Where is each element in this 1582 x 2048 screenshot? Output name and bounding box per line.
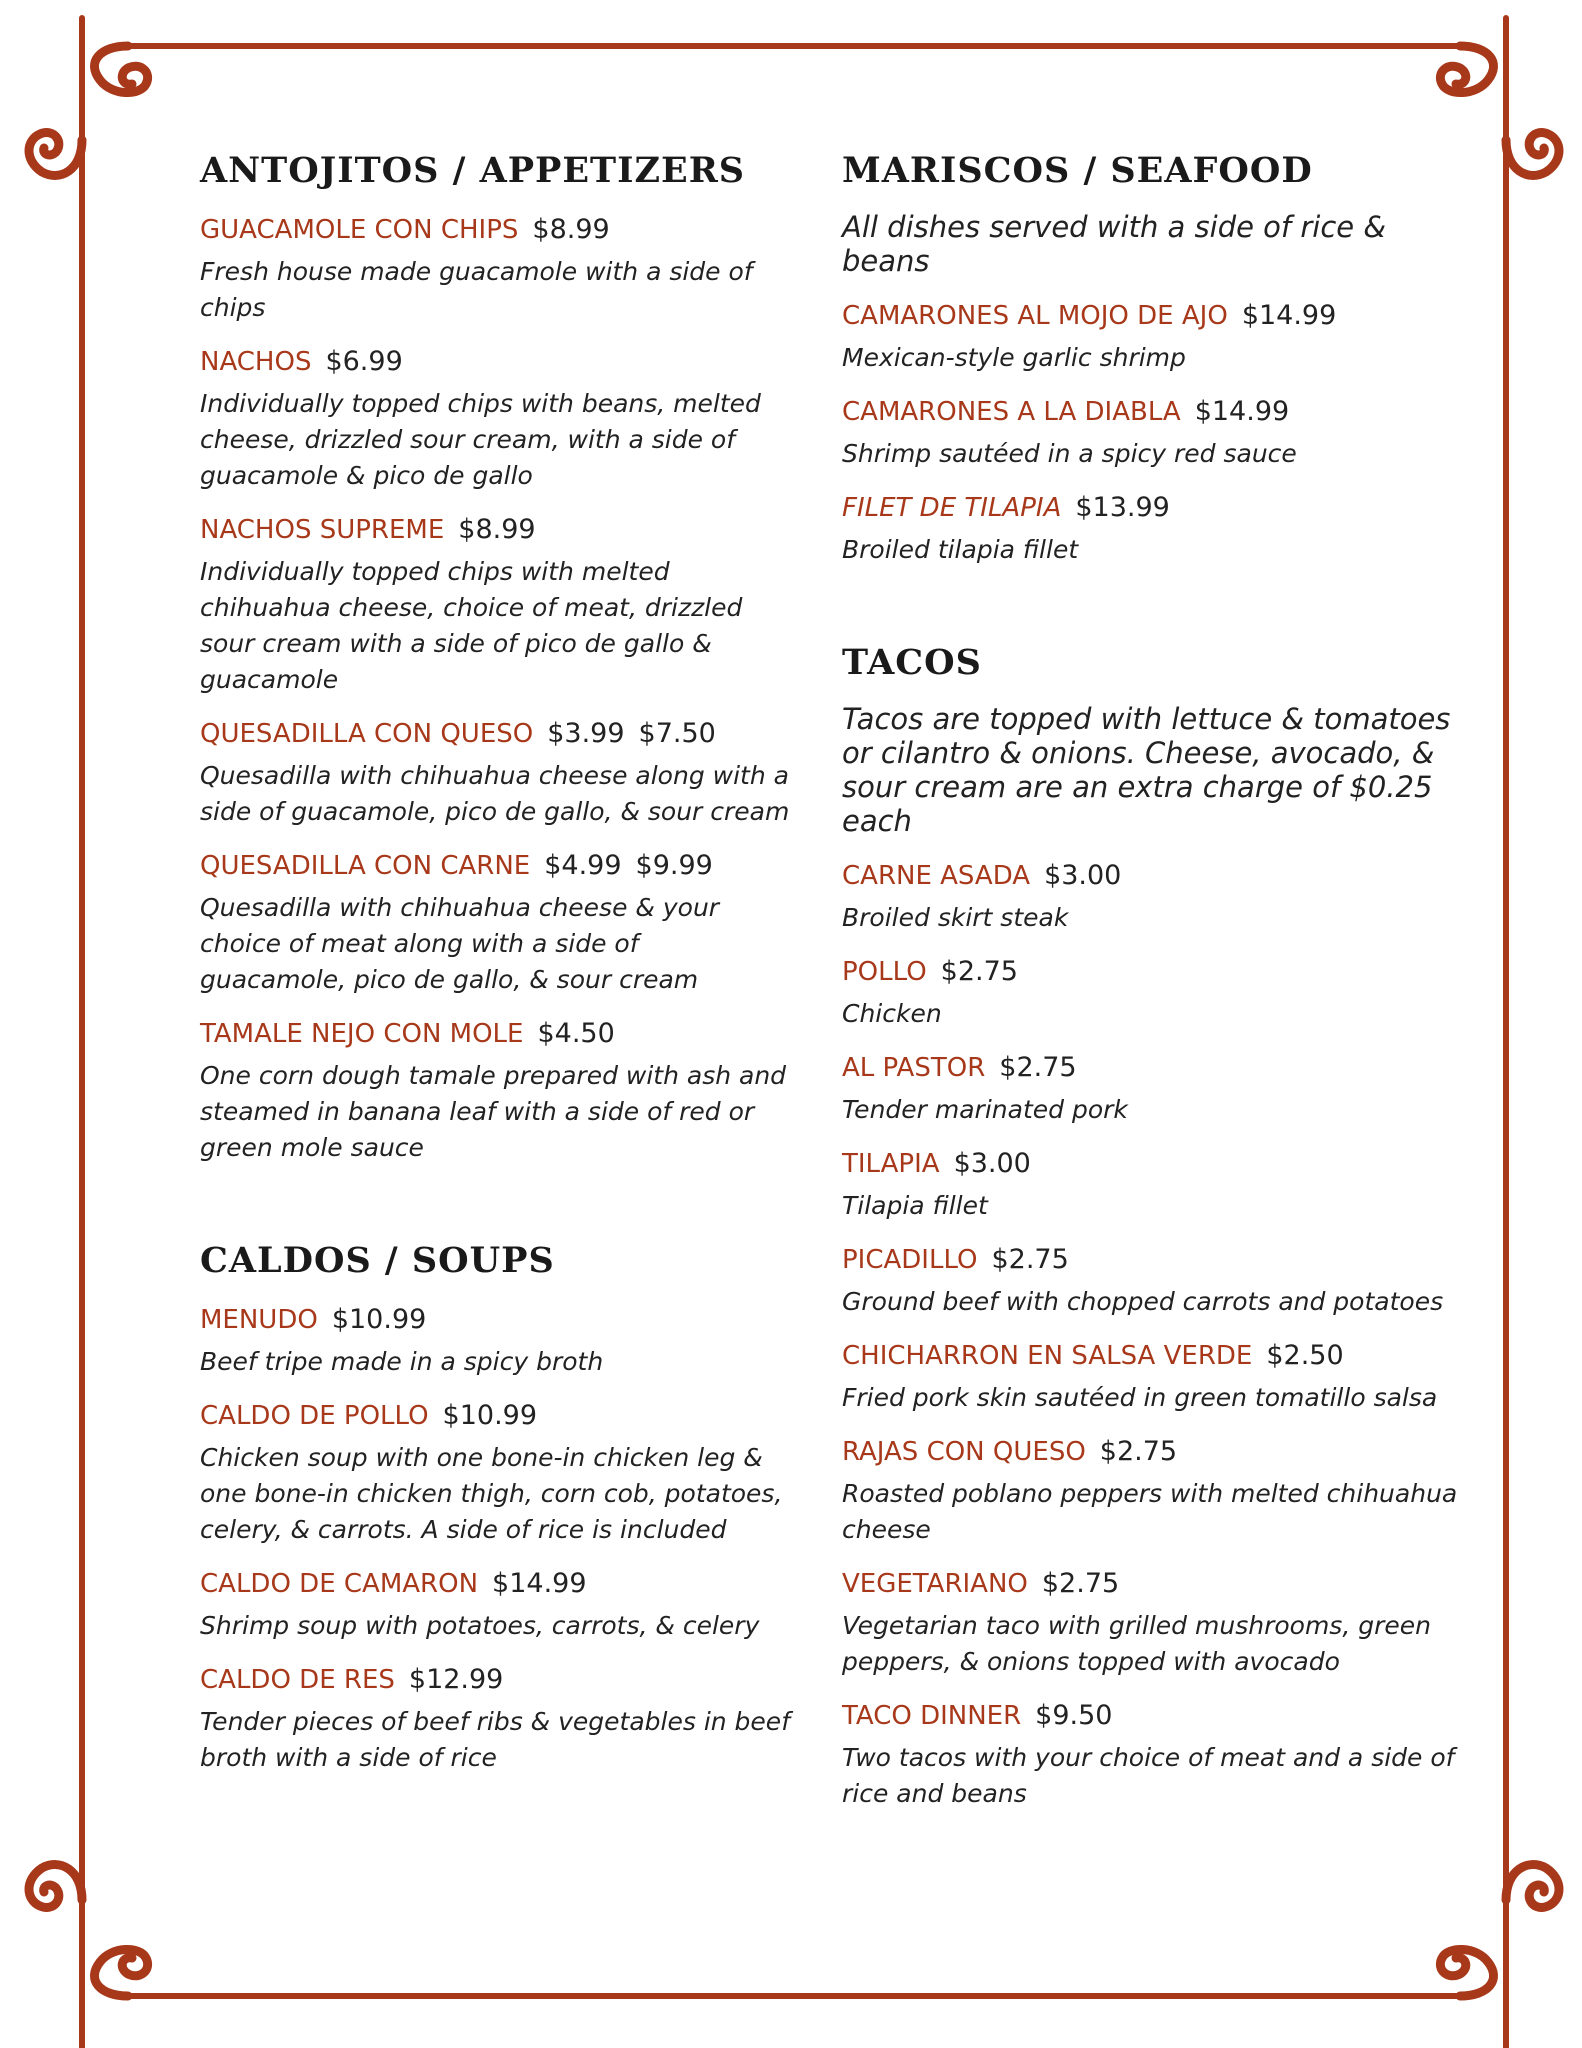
item-name: NACHOS SUPREME xyxy=(200,515,445,545)
item-description: Individually topped chips with beans, melted cheese, drizzled sour cream, with a side of guacamole & pico de gallo xyxy=(200,389,761,490)
menu-item xyxy=(842,1432,1482,1548)
menu-item-header xyxy=(200,846,790,890)
soups-heading: CALDOS / SOUPS xyxy=(200,1240,555,1281)
item-price: $13.99 xyxy=(1075,492,1170,523)
menu-item xyxy=(200,846,790,998)
item-description: Tender marinated pork xyxy=(842,1095,1128,1124)
item-description: Ground beef with chopped carrots and potatoes xyxy=(842,1287,1444,1316)
menu-item xyxy=(842,1048,1482,1128)
item-description: Roasted poblano peppers with melted chihuahua cheese xyxy=(842,1479,1458,1544)
soups-section xyxy=(200,1240,790,1776)
item-name: CARNE ASADA xyxy=(842,861,1031,891)
item-price: $2.75 xyxy=(1099,1436,1178,1467)
item-name: TILAPIA xyxy=(842,1149,940,1179)
menu-item-header xyxy=(842,856,1482,900)
item-description: Tilapia fillet xyxy=(842,1191,988,1220)
menu-item xyxy=(842,1240,1482,1320)
item-name: POLLO xyxy=(842,957,927,987)
menu-item xyxy=(200,1300,790,1380)
item-price: $3.00 xyxy=(1044,860,1122,891)
menu-item-header xyxy=(842,1564,1482,1608)
item-price: $9.99 xyxy=(635,850,713,881)
menu-item xyxy=(200,1014,790,1166)
item-name: GUACAMOLE CON CHIPS xyxy=(200,215,519,245)
item-price: $2.75 xyxy=(1041,1568,1120,1599)
item-name: QUESADILLA CON QUESO xyxy=(200,719,534,749)
menu-item xyxy=(842,1696,1482,1812)
item-name: NACHOS xyxy=(200,347,312,377)
seafood-note: All dishes served with a side of rice & beans xyxy=(842,210,1386,278)
menu-item xyxy=(842,392,1482,472)
menu-item-header xyxy=(842,296,1482,340)
item-price: $3.99 xyxy=(547,718,625,749)
item-description: Shrimp soup with potatoes, carrots, & celery xyxy=(200,1611,760,1640)
menu-item xyxy=(842,952,1482,1032)
menu-item xyxy=(200,510,790,698)
item-description: Individually topped chips with melted chihuahua cheese, choice of meat, drizzled sour cream with a side of pico de gallo & guacamole xyxy=(200,557,743,694)
item-price: $2.50 xyxy=(1266,1340,1344,1371)
item-name: FILET DE TILAPIA xyxy=(842,493,1062,523)
menu-item xyxy=(200,714,790,830)
item-price: $14.99 xyxy=(1241,300,1337,331)
right-column xyxy=(842,150,1482,1828)
item-name: PICADILLO xyxy=(842,1245,978,1275)
tacos-section xyxy=(842,642,1482,1812)
menu-item-header xyxy=(842,488,1482,532)
item-description: One corn dough tamale prepared with ash and steamed in banana leaf with a side of red or green mole sauce xyxy=(200,1061,787,1162)
appetizers-heading: ANTOJITOS / APPETIZERS xyxy=(200,150,746,191)
item-price: $9.50 xyxy=(1035,1700,1113,1731)
item-price: $2.75 xyxy=(991,1244,1069,1275)
item-price: $4.99 xyxy=(544,850,622,881)
menu-item-header xyxy=(200,1014,790,1058)
item-description: Mexican-style garlic shrimp xyxy=(842,343,1186,372)
menu-item-header xyxy=(200,510,790,554)
menu-item xyxy=(200,1660,790,1776)
item-price: $7.50 xyxy=(638,718,716,749)
seafood-heading: MARISCOS / SEAFOOD xyxy=(842,150,1313,191)
item-name: AL PASTOR xyxy=(842,1053,986,1083)
item-name: RAJAS CON QUESO xyxy=(842,1437,1086,1467)
item-name: QUESADILLA CON CARNE xyxy=(200,851,531,881)
item-name: VEGETARIANO xyxy=(842,1569,1028,1599)
menu-item-header xyxy=(842,1432,1482,1476)
seafood-section xyxy=(842,150,1482,568)
item-price: $10.99 xyxy=(331,1304,427,1335)
menu-item xyxy=(842,1336,1482,1416)
menu-item-header xyxy=(200,1300,790,1344)
item-name: CAMARONES AL MOJO DE AJO xyxy=(842,301,1228,331)
menu-item xyxy=(842,1564,1482,1680)
item-description: Fresh house made guacamole with a side of chips xyxy=(200,257,753,322)
menu-item-header xyxy=(200,1660,790,1704)
item-price: $2.75 xyxy=(940,956,1018,987)
menu-item xyxy=(842,856,1482,936)
item-description: Chicken xyxy=(842,999,942,1028)
menu-item-header xyxy=(200,1564,790,1608)
item-name: MENUDO xyxy=(200,1305,318,1335)
item-description: Chicken soup with one bone-in chicken leg & one bone-in chicken thigh, corn cob, potatoes, celery, & carrots. A side of rice is included xyxy=(200,1443,783,1544)
menu-item xyxy=(842,1144,1482,1224)
item-name: CALDO DE POLLO xyxy=(200,1401,429,1431)
item-description: Vegetarian taco with grilled mushrooms, green peppers, & onions topped with avocado xyxy=(842,1611,1431,1676)
item-description: Shrimp sautéed in a spicy red sauce xyxy=(842,439,1297,468)
menu-item-header xyxy=(200,210,790,254)
menu-item-header xyxy=(842,392,1482,436)
menu-item-header xyxy=(842,1336,1482,1380)
item-description: Broiled skirt steak xyxy=(842,903,1069,932)
menu-item xyxy=(200,342,790,494)
item-description: Broiled tilapia fillet xyxy=(842,535,1079,564)
item-price: $14.99 xyxy=(1194,396,1290,427)
item-name: TACO DINNER xyxy=(842,1701,1022,1731)
item-description: Quesadilla with chihuahua cheese along with a side of guacamole, pico de gallo, & sour cream xyxy=(200,761,790,826)
item-price: $8.99 xyxy=(532,214,610,245)
item-price: $2.75 xyxy=(999,1052,1077,1083)
menu-item-header xyxy=(842,1696,1482,1740)
item-description: Beef tripe made in a spicy broth xyxy=(200,1347,604,1376)
menu-item-header xyxy=(842,952,1482,996)
menu-item xyxy=(842,488,1482,568)
item-price: $14.99 xyxy=(492,1568,587,1599)
menu-item-header xyxy=(842,1048,1482,1092)
item-price: $10.99 xyxy=(442,1400,538,1431)
menu-item-header xyxy=(842,1144,1482,1188)
appetizers-section xyxy=(200,150,790,1166)
menu-item-header xyxy=(200,1396,790,1440)
item-price: $8.99 xyxy=(458,514,536,545)
item-description: Fried pork skin sautéed in green tomatillo salsa xyxy=(842,1383,1438,1412)
item-name: TAMALE NEJO CON MOLE xyxy=(200,1019,524,1049)
tacos-note: Tacos are topped with lettuce & tomatoes or cilantro & onions. Cheese, avocado, & sour cream are an extra charge of $0.25 each xyxy=(842,702,1451,838)
item-description: Quesadilla with chihuahua cheese & your choice of meat along with a side of guacamole, pico de gallo, & sour cream xyxy=(200,893,720,994)
item-description: Tender pieces of beef ribs & vegetables in beef broth with a side of rice xyxy=(200,1707,790,1772)
menu-item xyxy=(200,210,790,326)
item-name: CALDO DE CAMARON xyxy=(200,1569,479,1599)
menu-item-header xyxy=(200,342,790,386)
item-name: CALDO DE RES xyxy=(200,1665,395,1695)
item-price: $3.00 xyxy=(953,1148,1031,1179)
menu-item xyxy=(842,296,1482,376)
item-name: CHICHARRON EN SALSA VERDE xyxy=(842,1341,1253,1371)
menu-item-header xyxy=(200,714,790,758)
menu-item-header xyxy=(842,1240,1482,1284)
item-description: Two tacos with your choice of meat and a side of rice and beans xyxy=(842,1743,1455,1808)
item-price: $12.99 xyxy=(408,1664,504,1695)
menu-item xyxy=(200,1564,790,1644)
left-column xyxy=(200,150,790,1792)
item-name: CAMARONES A LA DIABLA xyxy=(842,397,1181,427)
menu-item xyxy=(200,1396,790,1548)
tacos-heading: TACOS xyxy=(842,642,982,683)
item-price: $4.50 xyxy=(537,1018,615,1049)
item-price: $6.99 xyxy=(325,346,403,377)
